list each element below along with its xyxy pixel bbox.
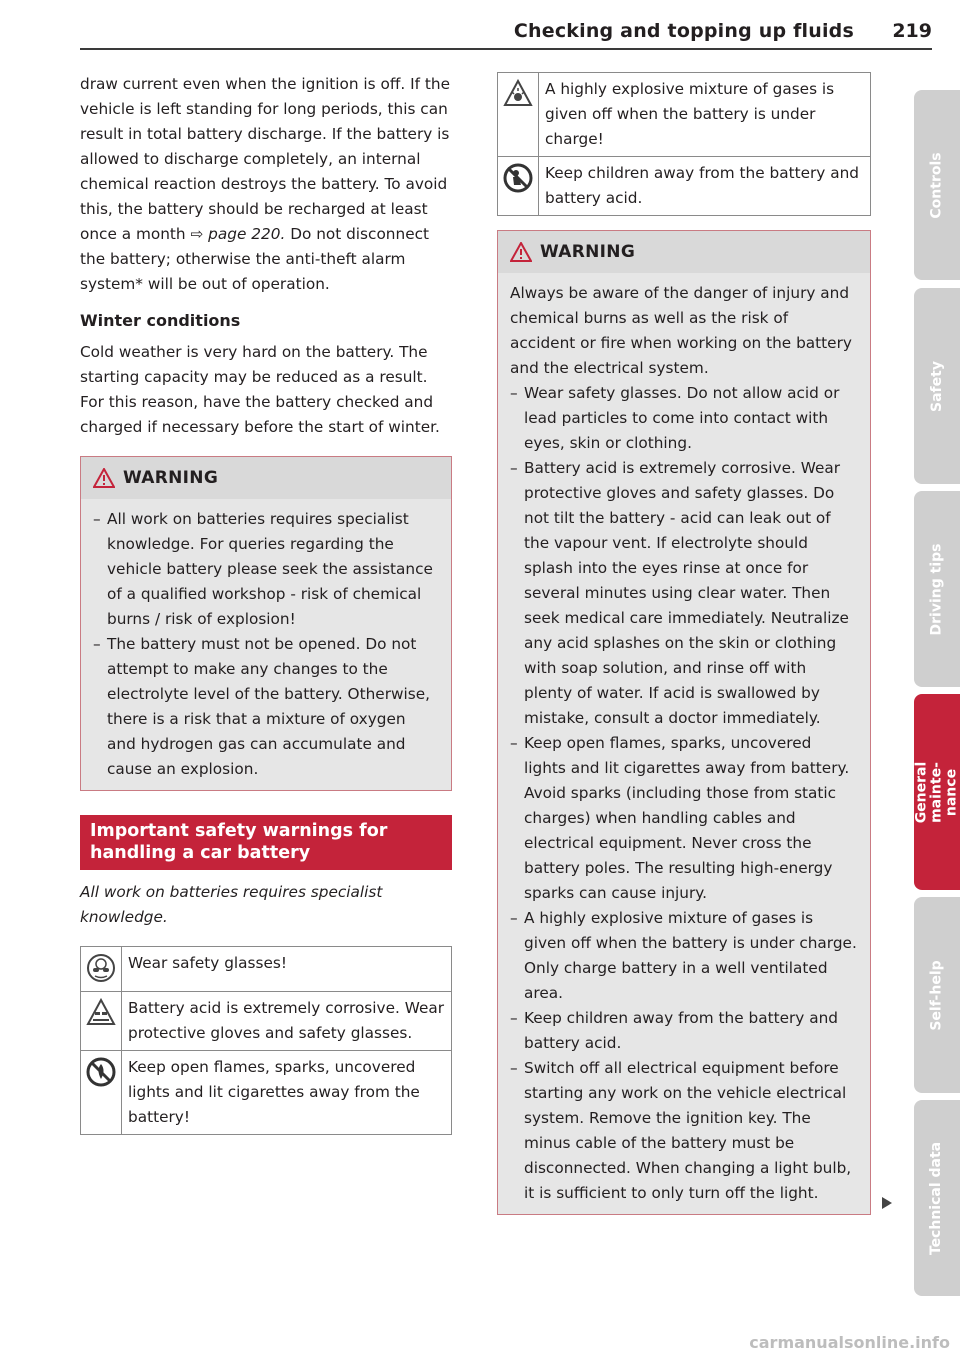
table-row xyxy=(81,947,452,992)
safety-glasses-icon xyxy=(86,953,116,983)
warning-item: – Switch off all electrical equipment before starting any work on the vehicle electrical system. Remove the ignition key. The minus cable of the battery must be disconnected. When changing a light bulb, it is sufficient to only turn off the light. xyxy=(510,1056,858,1206)
symbol-text: Wear safety glasses! xyxy=(122,947,452,992)
no-flame-icon xyxy=(86,1057,116,1087)
paragraph-tail: Do not disconnect the battery; otherwise the anti-theft alarm system* will be out of operation. xyxy=(80,225,430,293)
page-header-title: Checking and topping up fluids xyxy=(513,20,854,42)
warning-intro: Always be aware of the danger of injury and chemical burns as well as the risk of accident or fire when working on the battery and the electrical system. xyxy=(510,284,852,377)
warning-item: – Wear safety glasses. Do not allow acid or lead particles to come into contact with eyes, skin or clothing. xyxy=(510,381,858,456)
warning-title: WARNING xyxy=(540,242,636,262)
side-tab-general-maintenance[interactable] xyxy=(914,694,960,890)
side-tab-label: Safety xyxy=(928,360,945,412)
warning-box-left xyxy=(80,456,452,791)
side-tab-label: Driving tips xyxy=(928,543,945,635)
symbol-text: Battery acid is extremely corrosive. Wear protective gloves and safety glasses. xyxy=(122,992,452,1051)
section-title: Important safety warnings for handling a car battery xyxy=(80,815,452,870)
warning-title: WARNING xyxy=(123,468,219,488)
keep-children-away-icon xyxy=(503,163,533,193)
warning-body xyxy=(498,273,870,1214)
section-intro: All work on batteries requires specialist knowledge. xyxy=(80,883,383,926)
warning-item: – Battery acid is extremely corrosive. Wear protective gloves and safety glasses. Do not tilt the battery - acid can leak out of the vapour vent. If electrolyte should splash into the eyes rinse at once for several minutes using clear water. Then seek medical care immediately. Neutralize any acid splashes on the skin or clothing with soap solution, and rinse off with plenty of water. If acid is swallowed by mistake, consult a doctor immediately. xyxy=(510,456,858,731)
table-row xyxy=(498,73,871,157)
corrosive-icon xyxy=(86,998,116,1026)
paragraph-text: draw current even when the ignition is off. If the vehicle is left standing for long periods, this can result in total battery discharge. If the battery is allowed to discharge completely, an internal chemical reaction destroys the battery. To avoid this, the battery should be recharged at least once a month xyxy=(80,75,451,243)
battery-discharge-paragraph xyxy=(80,72,452,297)
safety-symbols-table xyxy=(80,946,452,1135)
warning-item: – Keep open flames, sparks, uncovered lights and lit cigarettes away from battery. Avoid sparks (including those from static charges) when handling cables and electrical equipment. Never cross the battery poles. The resulting high-energy sparks can cause injury. xyxy=(510,731,858,906)
right-column xyxy=(497,72,871,1215)
watermark: carmanualsonline.info xyxy=(749,1333,950,1352)
warning-item: – All work on batteries requires specialist knowledge. For queries regarding the vehicle battery please seek the assistance of a qualified workshop - risk of chemical burns / risk of explosion! xyxy=(93,507,439,632)
symbol-text: Keep open flames, sparks, uncovered lights and lit cigarettes away from the battery! xyxy=(122,1051,452,1135)
warning-triangle-icon xyxy=(510,242,532,262)
symbol-text: A highly explosive mixture of gases is given off when the battery is under charge! xyxy=(539,73,871,157)
warning-box-right xyxy=(497,230,871,1215)
winter-conditions-text: Cold weather is very hard on the battery. The starting capacity may be reduced as a result. For this reason, have the battery checked and charged if necessary before the start of winter. xyxy=(80,343,440,436)
header-rule xyxy=(80,48,932,50)
page-number: 219 xyxy=(892,20,932,42)
warning-item: – A highly explosive mixture of gases is given off when the battery is under charge. Only charge battery in a well ventilated area. xyxy=(510,906,858,1006)
side-tab-label: General mainte- nance xyxy=(913,761,960,823)
safety-symbols-table-right xyxy=(497,72,871,216)
winter-conditions-heading: Winter conditions xyxy=(80,311,241,330)
warning-header xyxy=(81,457,451,499)
side-tab-label: Self-help xyxy=(928,959,945,1031)
table-row xyxy=(498,157,871,216)
table-row xyxy=(81,1051,452,1135)
table-row xyxy=(81,992,452,1051)
left-column xyxy=(80,72,452,1135)
warning-header xyxy=(498,231,870,273)
warning-item: – Keep children away from the battery and battery acid. xyxy=(510,1006,858,1056)
side-tab-controls[interactable] xyxy=(914,90,960,280)
symbol-text: Keep children away from the battery and battery acid. xyxy=(539,157,871,216)
side-tab-technical-data[interactable] xyxy=(914,1100,960,1296)
side-tab-label: Technical data xyxy=(928,1141,945,1255)
side-tab-safety[interactable] xyxy=(914,288,960,484)
warning-triangle-icon xyxy=(93,468,115,488)
page-reference-link[interactable]: ⇨ page 220. xyxy=(190,225,286,243)
side-tab-self-help[interactable] xyxy=(914,897,960,1093)
side-tab-driving-tips[interactable] xyxy=(914,491,960,687)
side-tab-label: Controls xyxy=(928,151,945,219)
warning-item: – The battery must not be opened. Do not attempt to make any changes to the electrolyte level of the battery. Otherwise, there is a risk that a mixture of oxygen and hydrogen gas can accumulate and cause an explosion. xyxy=(93,632,439,782)
continue-arrow-icon xyxy=(882,1197,892,1209)
warning-body xyxy=(81,499,451,790)
explosive-icon xyxy=(503,79,533,107)
